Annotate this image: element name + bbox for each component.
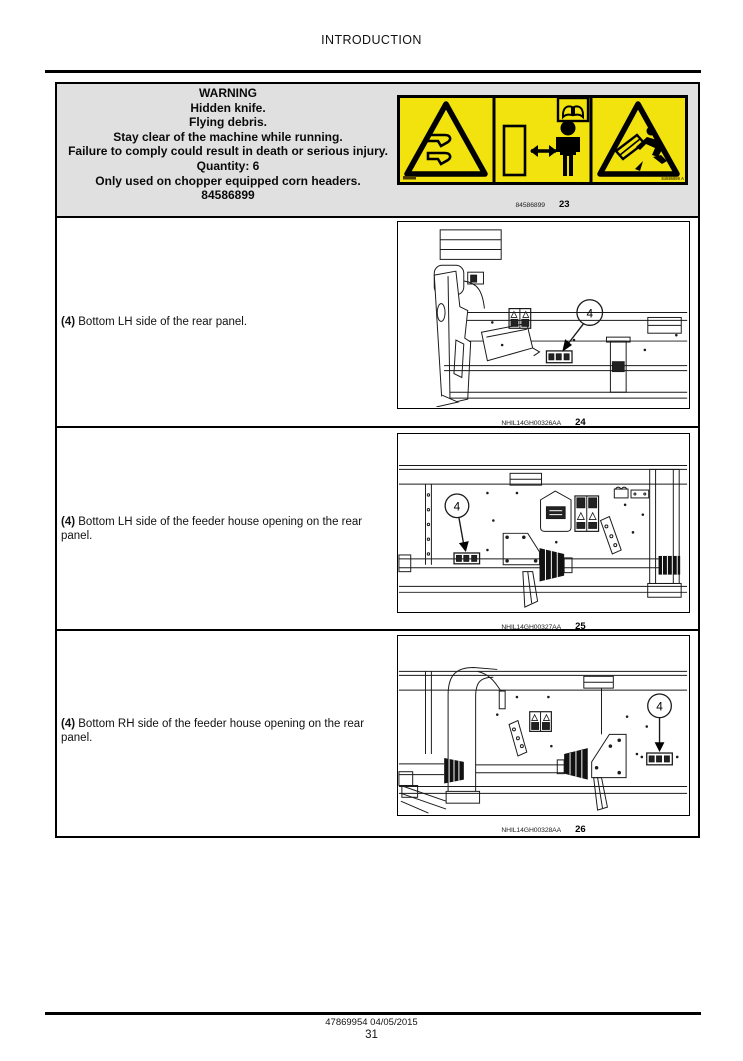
table-row [57, 218, 698, 428]
figure-caption [397, 819, 690, 837]
callout-4 [445, 494, 469, 552]
callout-4 [648, 694, 672, 752]
warning-decal-number: 84586899 [201, 188, 255, 203]
warning-line: Failure to comply could result in death or serious injury. [68, 144, 388, 159]
table-row [57, 428, 698, 631]
pto-bellows [564, 748, 588, 779]
figure-rear-panel-lh [397, 221, 690, 409]
footer-doc-code: 47869954 04/05/2015 [325, 1017, 418, 1028]
safety-decal-image [397, 95, 688, 185]
figure-caption-code: NHIL14GH00328AA [501, 827, 562, 834]
svg-text:4: 4 [656, 699, 663, 714]
figure-feeder-house-rh [397, 635, 690, 816]
figure-caption-code: NHIL14GH00327AA [501, 624, 562, 631]
decal-ref-number: (4) [61, 515, 76, 528]
ribbed-coupler [444, 758, 464, 784]
decal-ref-number: (4) [61, 717, 76, 730]
table-row [57, 631, 698, 835]
pto-bellows [540, 548, 565, 581]
warning-line: Only used on chopper equipped corn headers. [95, 173, 361, 188]
figure-caption-number: 24 [575, 417, 586, 428]
decal-caption [397, 194, 688, 212]
warning-line: Stay clear of the machine while running. [113, 129, 343, 144]
warning-row [57, 84, 698, 218]
decal-location-text: Bottom LH side of the feeder house opening on the rear panel. [61, 515, 363, 542]
warning-line: Quantity: 6 [196, 158, 260, 173]
decal-location-label [61, 717, 393, 745]
warning-line: Hidden knife. [190, 100, 266, 115]
footer-page-number: 31 [365, 1029, 378, 1041]
warning-title: WARNING [199, 86, 257, 100]
decal-caption-code: 84586899 [515, 202, 545, 209]
footer-rule [45, 1012, 701, 1015]
figure-caption-number: 26 [575, 824, 586, 835]
decal-location-text: Bottom LH side of the rear panel. [78, 316, 248, 328]
svg-text:4: 4 [453, 499, 461, 514]
small-decal-pair-icon [530, 712, 552, 732]
warning-text-block [61, 86, 395, 203]
decal-caption-number: 23 [558, 199, 570, 210]
svg-text:4: 4 [586, 306, 594, 321]
decal-location-table [55, 82, 700, 838]
warning-line: Flying debris. [188, 115, 267, 130]
header-rule [45, 70, 701, 73]
decal-location-label [61, 315, 393, 329]
decal-location-label [61, 515, 393, 543]
page-title: INTRODUCTION [321, 33, 422, 47]
decal-location-text: Bottom RH side of the feeder house opening on the rear panel. [61, 717, 365, 744]
figure-feeder-house-lh [397, 433, 690, 613]
ribbed-coupler [659, 556, 681, 575]
figure-caption-number: 25 [575, 621, 586, 632]
small-decal-cluster-icon [575, 496, 599, 531]
callout-4 [562, 300, 602, 352]
small-decal-pair-icon [509, 309, 531, 329]
decal-corner-code: 84586899 A [661, 176, 684, 181]
decal-ref-number: (4) [61, 316, 76, 328]
figure-caption-code: NHIL14GH00326AA [501, 420, 562, 427]
